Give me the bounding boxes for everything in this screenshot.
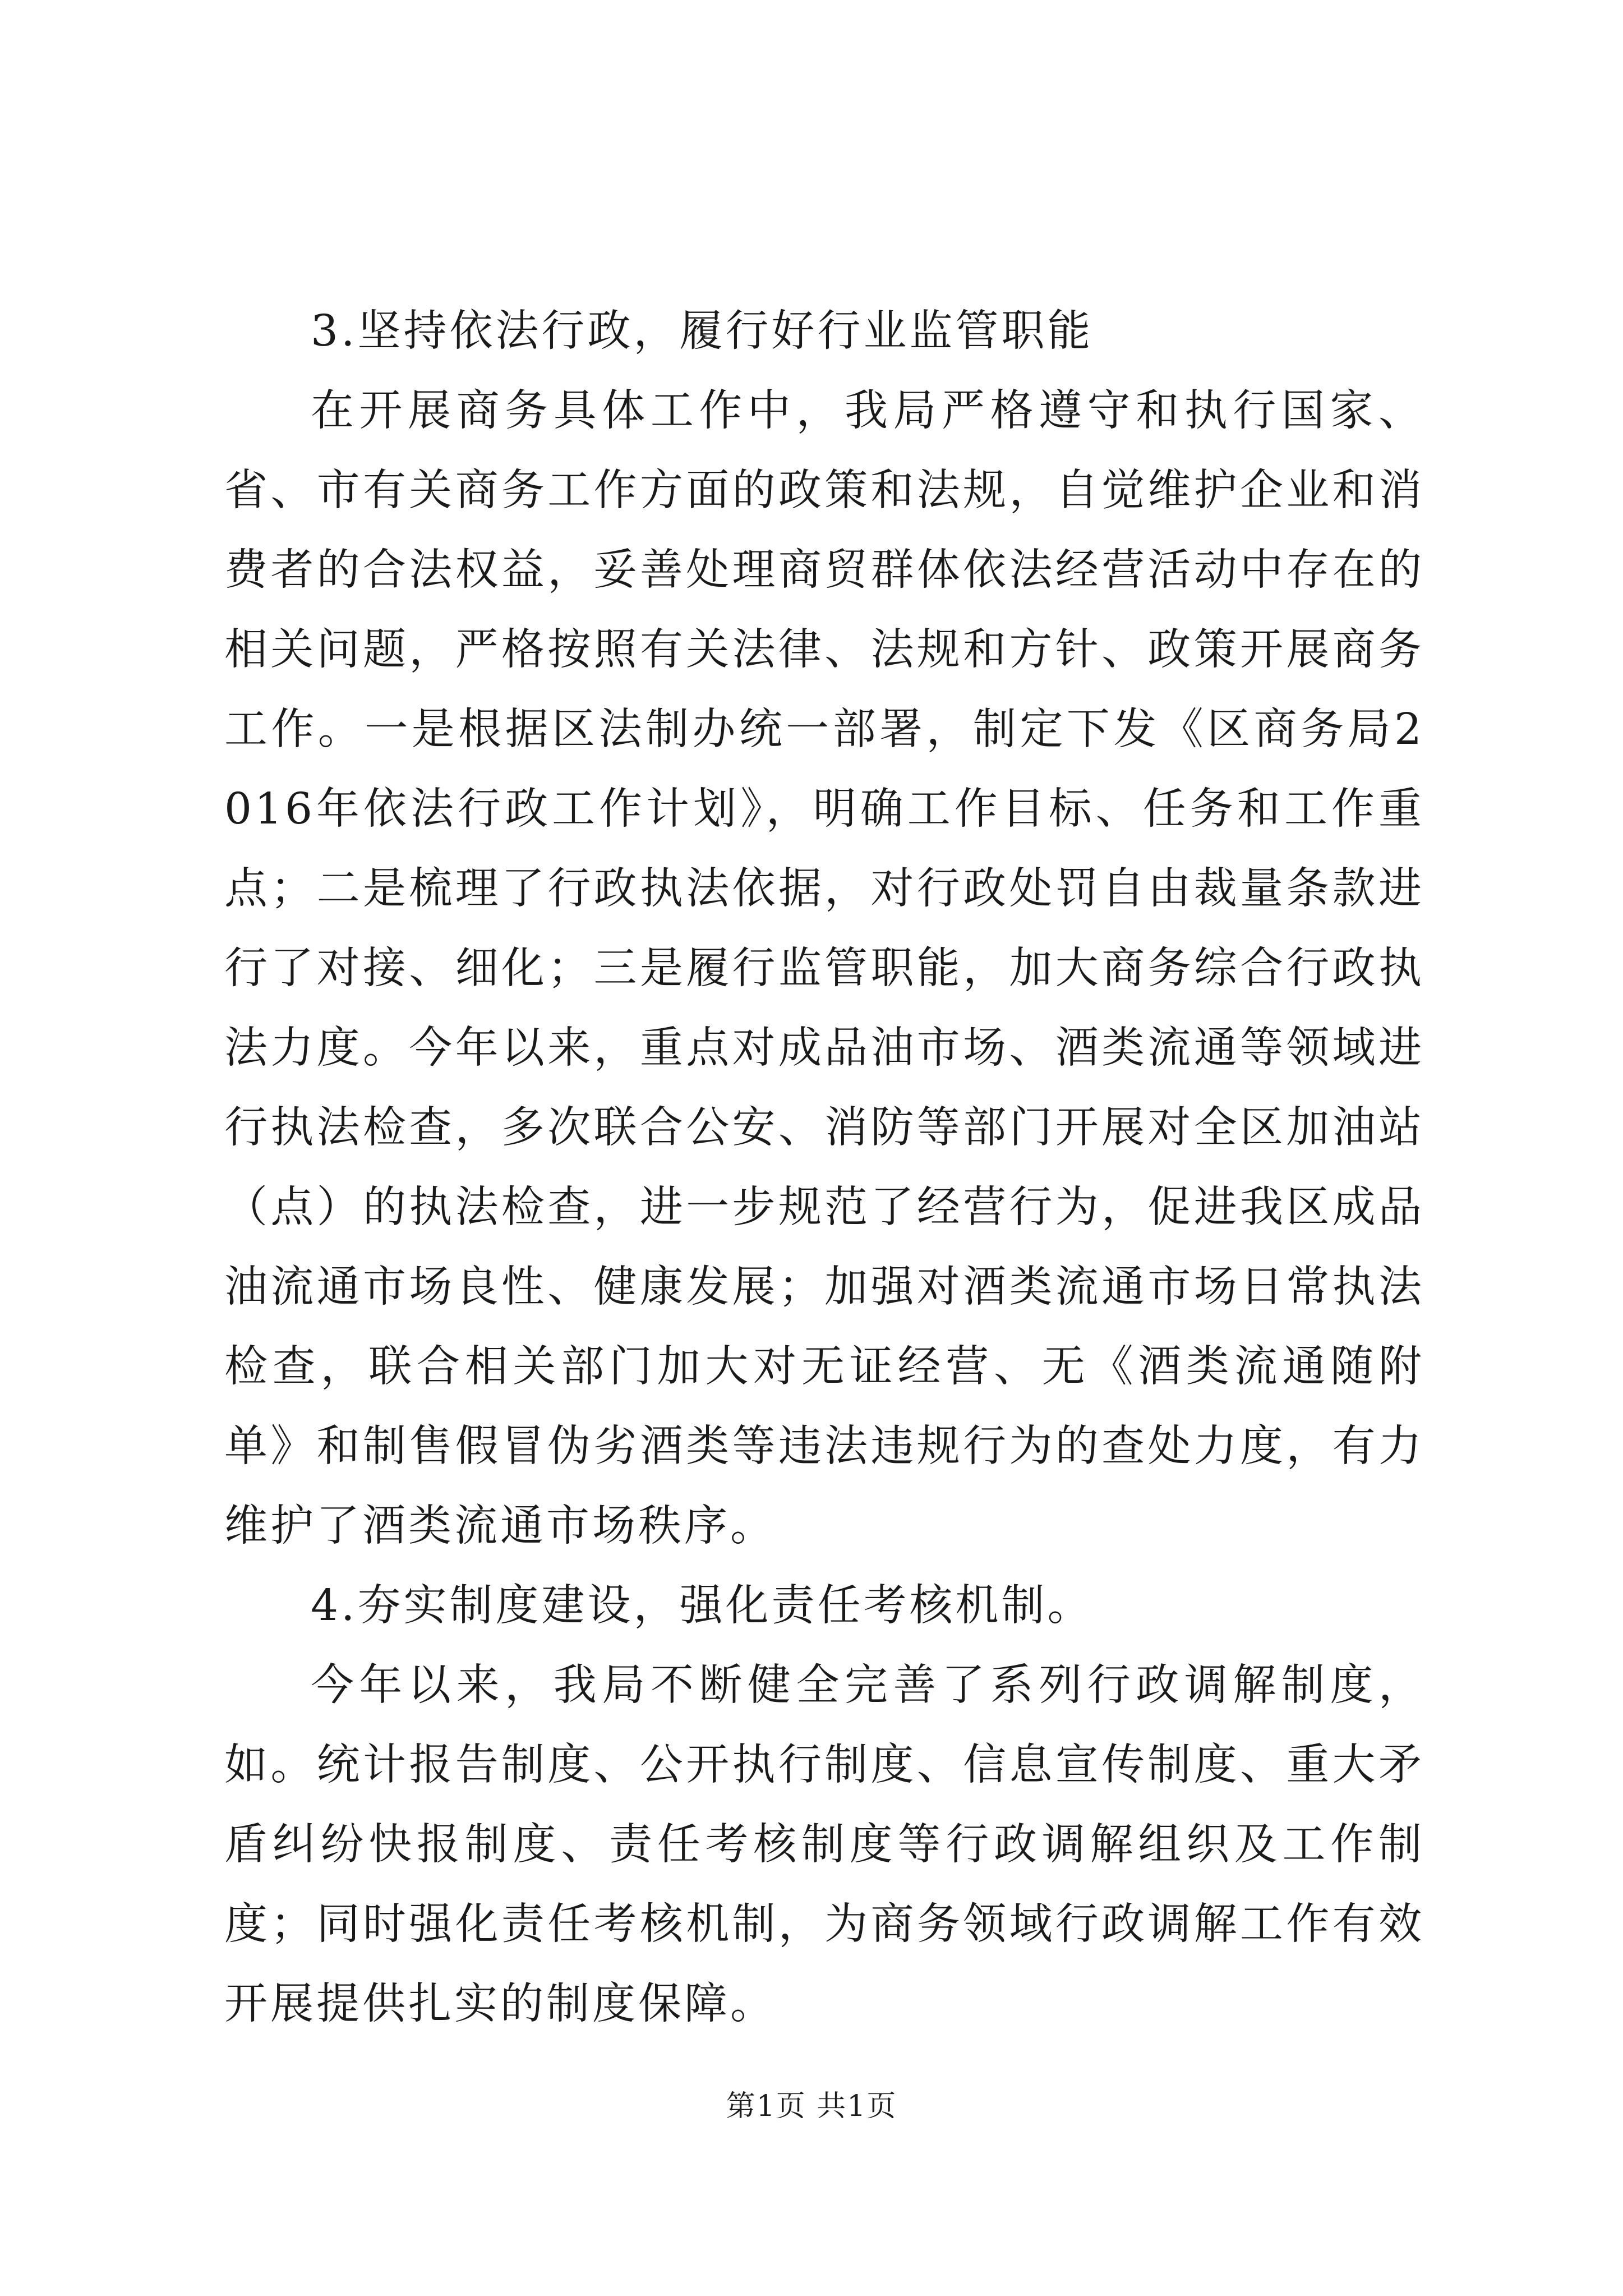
section-heading-3: 3.坚持依法行政，履行好行业监管职能 [311, 306, 1094, 356]
paragraph-law-enforcement: 在开展商务具体工作中，我局严格遵守和执行国家、省、市有关商务工作方面的政策和法规，自觉维护企业和消费者的合法权益，妥善处理商贸群体依法经营活动中存在的相关问题，严格按照有关法律、法规和方针、政策开展商务工作。一是根据区法制办统一部署，制定下发《区商务局2016年依法行政工作计划》，明确工作目标、任务和工作重点；二是梳理了行政执法依据，对行政处罚自由裁量条款进行了对接、细化；三是履行监管职能，加大商务综合行政执法力度。今年以来，重点对成品油市场、酒类流通等领域进行执法检查，多次联合公安、消防等部门开展对全区加油站（点）的执法检查，进一步规范了经营行为，促进我区成品油流通市场良性、健康发展；加强对酒类流通市场日常执法检查，联合相关部门加大对无证经营、无《酒类流通随附单》和制售假冒伪劣酒类等违法违规行为的查处力度，有力维护了酒类流通市场秩序。 [224, 386, 1424, 1551]
section-heading-4: 4.夯实制度建设，强化责任考核机制。 [311, 1581, 1094, 1631]
page-number-footer: 第1页 共1页 [726, 2090, 897, 2123]
document-body [224, 292, 1424, 2044]
paragraph-system-building: 今年以来，我局不断健全完善了系列行政调解制度，如。统计报告制度、公开执行制度、信息宣传制度、重大矛盾纠纷快报制度、责任考核制度等行政调解组织及工作制度；同时强化责任考核机制，为商务领域行政调解工作有效开展提供扎实的制度保障。 [224, 1660, 1424, 2029]
